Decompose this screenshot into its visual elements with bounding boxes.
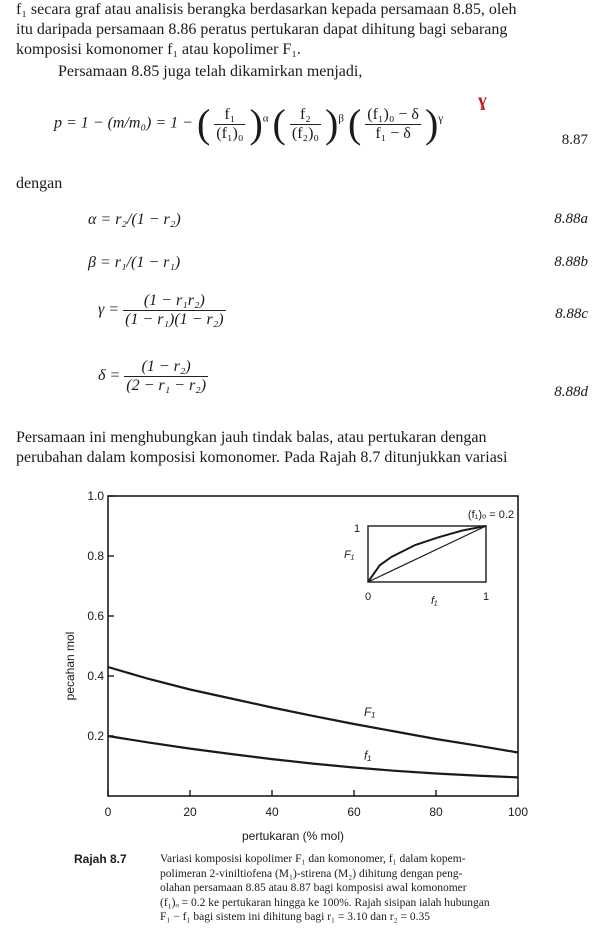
text-line-3: komposisi komonomer f₁ atau kopolimer F₁.: [16, 41, 301, 58]
chart-svg: [0, 486, 600, 846]
eq887-frac1: $\frac{\text{f₁}}{\text{(f₁)₀}}$: [216, 105, 244, 142]
text-line-1: f₁ secara graf atau analisis berangka berdasarkan kepada persamaan 8.85, oleh: [16, 1, 517, 18]
eq888a-number: 8.88a: [554, 211, 588, 227]
caption-line: olahan persamaan 8.85 atau 8.87 bagi komposisi awal komonomer: [160, 882, 467, 894]
inset-x-label: f₁: [431, 595, 438, 607]
inset-title: (f₁)ₒ = 0.2: [467, 509, 514, 521]
eq887-frac3: $\frac{\text{(f₁)₀ − δ}}{\text{f₁ − δ}}$: [367, 105, 419, 142]
red-check-mark-icon: ɣ: [478, 90, 487, 110]
eq887-number: 8.87: [561, 132, 588, 148]
y-tick-label: 0.4: [87, 669, 104, 683]
figure-8-7: [0, 486, 600, 846]
inset-plot: [344, 509, 514, 607]
x-axis-label: pertukaran (% mol): [241, 829, 345, 843]
caption-line: F₁ − f₁ bagi sistem ini dihitung bagi r₁ = 3.10 dan r₂ = 0.35: [160, 911, 430, 923]
text-line-4: Persamaan 8.85 juga telah dikamirkan menjadi,: [58, 63, 363, 80]
inset-x-tick-label: 1: [482, 591, 490, 603]
caption-label: Rajah 8.7: [74, 852, 127, 866]
eq888c-frac: $\frac{\text{(1 − r₁r₂)}}{\text{(1 − r₁)(1 − r₂)}}$: [125, 292, 224, 328]
eq888b-number: 8.88b: [554, 254, 588, 270]
y-tick-label: 0.6: [87, 609, 104, 623]
equation-8-88b: β = r₁/(1 − r₁): [88, 254, 181, 271]
eq887-lhs: p = 1 − (m/m₀) = 1 −: [54, 114, 193, 132]
caption-line: polimeran 2-viniltiofena (M₁)-stirena (M₂) dihitung dengan peng-: [160, 867, 463, 880]
plot-frame: [108, 496, 518, 796]
series-line-F1: [108, 667, 518, 753]
text-para-1: Persamaan ini menghubungkan jauh tindak balas, atau pertukaran dengan: [16, 429, 487, 446]
inset-diagonal-line: [368, 526, 486, 582]
main-plot: [63, 489, 528, 843]
eq887-frac2: $\frac{\text{f₂}}{\text{(f₂)₀}}$: [291, 105, 319, 142]
eq888d-number: 8.88d: [554, 384, 588, 400]
eq888c-number: 8.88c: [555, 306, 588, 322]
caption-line: Variasi komposisi kopolimer F₁ dan komonomer, f₁ dalam kopem-: [160, 853, 466, 865]
inset-x-tick-label: 0: [364, 591, 372, 603]
x-tick-label: 80: [429, 805, 443, 819]
figure-caption: [0, 852, 600, 944]
y-tick-label: 1.0: [87, 489, 104, 503]
caption-line: (f₁)ₒ = 0.2 ke pertukaran hingga ke 100%. Rajah sisipan ialah hubungan: [160, 896, 490, 909]
text-line-2: itu daripada persamaan 8.86 peratus pertukaran dapat dihitung bagi sebarang: [16, 21, 508, 38]
y-tick-label: 0.2: [87, 729, 104, 743]
equation-8-88a: α = r₂/(1 − r₂): [88, 211, 181, 228]
series-label-F1: F₁: [364, 705, 376, 719]
equation-8-88d: δ = $\frac{\text{(1 − r₂)}}{\text{(2 − r₁ − r₂)}}$: [98, 358, 207, 394]
text-dengan: dengan: [16, 175, 63, 192]
y-axis-label: pecahan mol: [63, 631, 77, 701]
caption-text: [160, 852, 580, 925]
series-label-f1: f₁: [364, 748, 372, 763]
x-tick-label: 60: [347, 805, 361, 819]
eq888d-frac: $\frac{\text{(1 − r₂)}}{\text{(2 − r₁ − r₂)}}$: [126, 358, 207, 394]
inset-y-label: F₁: [344, 549, 355, 561]
x-tick-label: 20: [183, 805, 197, 819]
x-tick-label: 0: [104, 805, 112, 819]
x-tick-label: 40: [265, 805, 279, 819]
y-tick-label: 0.8: [87, 549, 104, 563]
x-tick-label: 100: [507, 805, 529, 819]
inset-y-tick-label: 1: [354, 523, 361, 535]
text-para-2: perubahan dalam komposisi komonomer. Pada Rajah 8.7 ditunjukkan variasi: [16, 449, 508, 466]
equation-8-88c: γ = $\frac{\text{(1 − r₁r₂)}}{\text{(1 − r₁)(1 − r₂)}}$: [98, 292, 224, 328]
equation-8-87: p = 1 − (m/m₀) = 1 − ( $\frac{\text{f₁}}{\text{(f₁)₀}}$ )$^\alpha$ ( $\frac{\text{f₂}}{\text{(f₂)₀}}$ )$^\beta$ ( $\frac{\text{(f₁)₀ − δ}}{\text{f₁ − δ}}$ )$^\gamma$: [54, 101, 444, 146]
